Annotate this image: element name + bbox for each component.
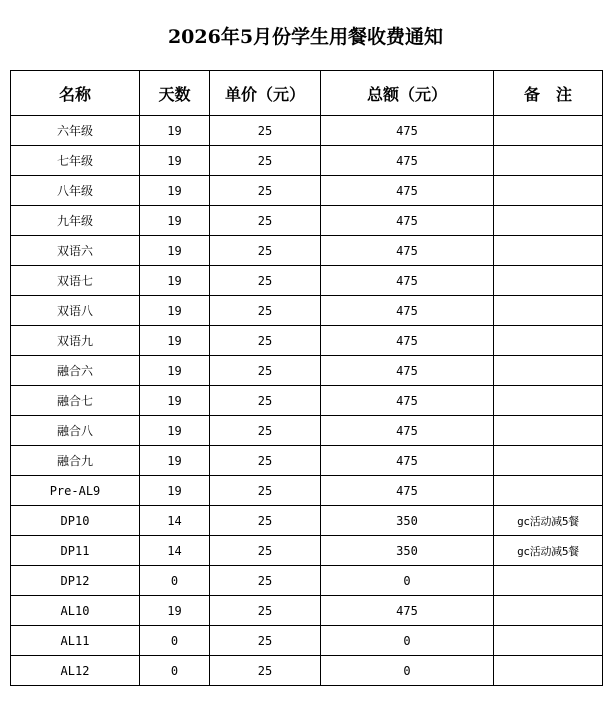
table-row <box>11 566 603 596</box>
table-row <box>11 416 603 446</box>
page-title: 2026年5月份学生用餐收费通知 <box>167 26 444 48</box>
cell-price: 25 <box>210 176 321 206</box>
cell-note <box>494 146 603 176</box>
cell-name: DP10 <box>11 506 140 536</box>
table-row <box>11 446 603 476</box>
cell-name: DP12 <box>11 566 140 596</box>
cell-price: 25 <box>210 446 321 476</box>
cell-total: 475 <box>321 596 494 626</box>
cell-price: 25 <box>210 356 321 386</box>
cell-note: gc活动减5餐 <box>494 506 603 536</box>
cell-note <box>494 296 603 326</box>
cell-note <box>494 206 603 236</box>
cell-price: 25 <box>210 536 321 566</box>
cell-days: 19 <box>140 416 210 446</box>
cell-days: 19 <box>140 386 210 416</box>
cell-total: 475 <box>321 236 494 266</box>
cell-total: 475 <box>321 416 494 446</box>
cell-total: 475 <box>321 146 494 176</box>
cell-note <box>494 446 603 476</box>
cell-note: gc活动减5餐 <box>494 536 603 566</box>
cell-total: 0 <box>321 626 494 656</box>
cell-days: 19 <box>140 266 210 296</box>
table-row <box>11 536 603 566</box>
cell-note <box>494 596 603 626</box>
table-row <box>11 296 603 326</box>
cell-note <box>494 416 603 446</box>
cell-note <box>494 656 603 686</box>
cell-days: 19 <box>140 446 210 476</box>
cell-name: 融合七 <box>11 386 140 416</box>
cell-price: 25 <box>210 146 321 176</box>
cell-note <box>494 326 603 356</box>
table-row <box>11 236 603 266</box>
cell-price: 25 <box>210 296 321 326</box>
table-row <box>11 266 603 296</box>
cell-note <box>494 266 603 296</box>
cell-name: Pre-AL9 <box>11 476 140 506</box>
cell-price: 25 <box>210 206 321 236</box>
cell-total: 0 <box>321 566 494 596</box>
cell-note <box>494 356 603 386</box>
cell-total: 475 <box>321 386 494 416</box>
cell-name: 双语九 <box>11 326 140 356</box>
cell-name: AL10 <box>11 596 140 626</box>
cell-price: 25 <box>210 116 321 146</box>
table-header-row <box>11 71 603 116</box>
cell-days: 19 <box>140 206 210 236</box>
cell-total: 475 <box>321 176 494 206</box>
table-row <box>11 206 603 236</box>
cell-total: 475 <box>321 326 494 356</box>
cell-note <box>494 116 603 146</box>
cell-price: 25 <box>210 386 321 416</box>
cell-price: 25 <box>210 626 321 656</box>
cell-price: 25 <box>210 596 321 626</box>
cell-note <box>494 566 603 596</box>
cell-days: 19 <box>140 236 210 266</box>
cell-name: AL12 <box>11 656 140 686</box>
cell-days: 0 <box>140 656 210 686</box>
cell-name: 八年级 <box>11 176 140 206</box>
cell-days: 19 <box>140 356 210 386</box>
cell-name: DP11 <box>11 536 140 566</box>
cell-price: 25 <box>210 566 321 596</box>
cell-total: 475 <box>321 266 494 296</box>
cell-price: 25 <box>210 476 321 506</box>
cell-total: 475 <box>321 476 494 506</box>
cell-total: 475 <box>321 356 494 386</box>
cell-days: 14 <box>140 506 210 536</box>
cell-total: 475 <box>321 446 494 476</box>
cell-days: 19 <box>140 596 210 626</box>
cell-price: 25 <box>210 266 321 296</box>
table-row <box>11 146 603 176</box>
table-row <box>11 326 603 356</box>
cell-total: 475 <box>321 206 494 236</box>
cell-price: 25 <box>210 656 321 686</box>
cell-total: 350 <box>321 506 494 536</box>
cell-name: 双语八 <box>11 296 140 326</box>
table-row <box>11 116 603 146</box>
header-total: 总额（元） <box>321 71 494 116</box>
table-row <box>11 356 603 386</box>
cell-note <box>494 176 603 206</box>
header-days: 天数 <box>140 71 210 116</box>
cell-price: 25 <box>210 416 321 446</box>
table-row <box>11 656 603 686</box>
cell-note <box>494 386 603 416</box>
cell-name: 双语六 <box>11 236 140 266</box>
cell-days: 0 <box>140 626 210 656</box>
table-row <box>11 476 603 506</box>
cell-total: 475 <box>321 296 494 326</box>
table-row <box>11 596 603 626</box>
cell-name: 融合八 <box>11 416 140 446</box>
header-name: 名称 <box>11 71 140 116</box>
header-unit-price: 单价（元） <box>210 71 321 116</box>
cell-days: 19 <box>140 146 210 176</box>
cell-note <box>494 626 603 656</box>
cell-total: 350 <box>321 536 494 566</box>
cell-name: 六年级 <box>11 116 140 146</box>
cell-price: 25 <box>210 506 321 536</box>
cell-price: 25 <box>210 236 321 266</box>
table-row <box>11 386 603 416</box>
cell-name: 融合六 <box>11 356 140 386</box>
cell-name: 双语七 <box>11 266 140 296</box>
cell-price: 25 <box>210 326 321 356</box>
cell-days: 0 <box>140 566 210 596</box>
cell-total: 475 <box>321 116 494 146</box>
cell-name: AL11 <box>11 626 140 656</box>
cell-note <box>494 236 603 266</box>
cell-name: 七年级 <box>11 146 140 176</box>
table-row <box>11 506 603 536</box>
cell-days: 14 <box>140 536 210 566</box>
cell-name: 融合九 <box>11 446 140 476</box>
table-row <box>11 176 603 206</box>
cell-days: 19 <box>140 296 210 326</box>
cell-note <box>494 476 603 506</box>
cell-days: 19 <box>140 326 210 356</box>
cell-days: 19 <box>140 116 210 146</box>
cell-days: 19 <box>140 476 210 506</box>
fee-table <box>10 70 603 686</box>
header-note: 备 注 <box>494 71 603 116</box>
cell-name: 九年级 <box>11 206 140 236</box>
cell-total: 0 <box>321 656 494 686</box>
cell-days: 19 <box>140 176 210 206</box>
table-row <box>11 626 603 656</box>
